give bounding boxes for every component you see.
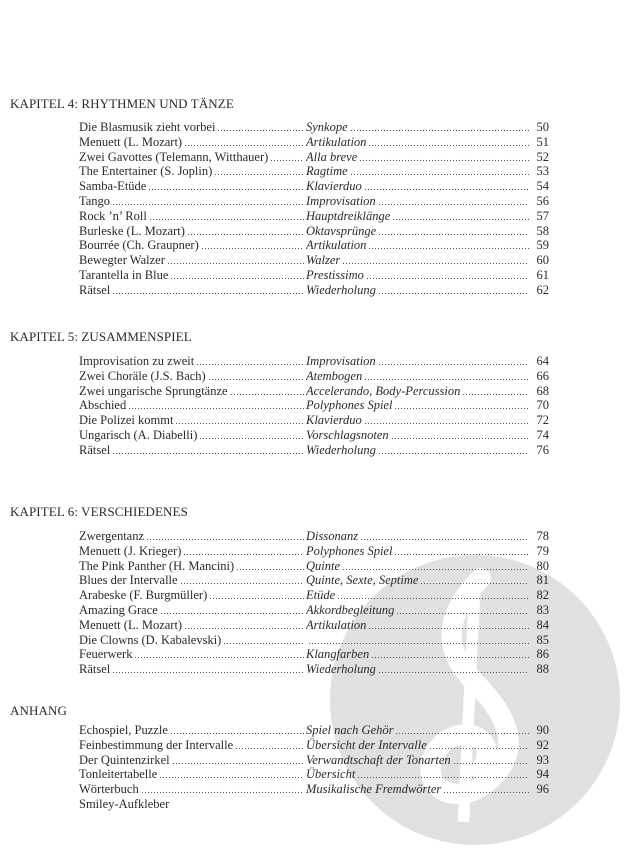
entry-topic: Wiederholung xyxy=(306,442,376,457)
dot-leader xyxy=(146,529,304,540)
entry-title: Zwei Gavottes (Telemann, Witthauer) xyxy=(79,149,269,164)
section-heading: KAPITEL 5: ZUSAMMENSPIEL xyxy=(10,329,192,344)
entry-title-cell xyxy=(79,797,306,812)
entry-topic: Improvisation xyxy=(306,193,376,208)
toc-entry[interactable] xyxy=(79,588,549,603)
entry-page-number: 60 xyxy=(536,253,549,268)
entry-title-cell xyxy=(79,618,306,633)
entry-title: Tarantella in Blue xyxy=(79,267,169,282)
entry-topic-cell xyxy=(306,120,531,135)
entry-title-cell xyxy=(79,544,306,559)
entry-page-number: 78 xyxy=(536,529,549,543)
entry-title-cell xyxy=(79,179,306,194)
dot-leader xyxy=(112,194,304,205)
dot-leader xyxy=(170,723,304,734)
entry-topic: Polyphones Spiel xyxy=(306,543,393,558)
entry-title: Improvisation zu zweit xyxy=(79,354,195,368)
toc-entry[interactable] xyxy=(79,253,549,268)
entry-topic-cell xyxy=(306,354,531,369)
dot-leader xyxy=(366,268,529,279)
dot-leader xyxy=(308,633,529,644)
entry-title-cell xyxy=(79,164,306,179)
entry-topic-cell xyxy=(306,164,531,179)
entry-topic: Spiel nach Gehör xyxy=(306,723,394,737)
dot-leader xyxy=(160,603,304,614)
toc-entry[interactable] xyxy=(79,767,549,782)
entry-topic-cell xyxy=(306,753,531,768)
entry-title: Menuett (L. Mozart) xyxy=(79,134,183,149)
toc-entry[interactable] xyxy=(79,354,549,369)
entry-topic: Alla breve xyxy=(306,149,358,164)
dot-leader xyxy=(196,354,304,365)
entry-title-cell xyxy=(79,647,306,662)
dot-leader xyxy=(183,544,304,555)
entry-page-number: 79 xyxy=(536,543,549,558)
dot-leader xyxy=(112,662,304,673)
entry-title-cell xyxy=(79,723,306,738)
dot-leader xyxy=(378,224,529,235)
dot-leader xyxy=(112,443,304,454)
entry-title-cell xyxy=(79,603,306,618)
entry-topic: Ragtime xyxy=(306,164,348,179)
dot-leader xyxy=(199,428,304,439)
toc-entry[interactable] xyxy=(79,529,549,544)
dot-leader xyxy=(208,369,304,380)
entry-page-number: 58 xyxy=(536,223,549,238)
entry-page-number: 86 xyxy=(536,647,549,662)
dot-leader xyxy=(149,209,304,220)
entry-topic: Synkope xyxy=(306,120,348,134)
toc-entry[interactable] xyxy=(79,544,549,559)
entry-topic-cell xyxy=(306,413,531,428)
dot-leader xyxy=(350,164,529,175)
entry-topic: Artikulation xyxy=(306,617,367,632)
entry-title: Die Blasmusik zieht vorbei xyxy=(79,120,216,134)
toc-entry[interactable] xyxy=(79,662,549,677)
entry-title-cell xyxy=(79,120,306,135)
entry-page-number: 85 xyxy=(536,632,549,647)
entry-topic: Verwandtschaft der Tonarten xyxy=(306,752,451,767)
dot-leader xyxy=(360,529,529,540)
toc-entry[interactable] xyxy=(79,428,549,443)
entry-title-cell xyxy=(79,150,306,165)
entry-topic-cell xyxy=(306,268,531,283)
toc-entry[interactable] xyxy=(79,120,549,135)
entry-title-cell xyxy=(79,529,306,544)
entry-title: Menuett (J. Krieger) xyxy=(79,543,182,558)
entry-page-number: 90 xyxy=(536,723,549,737)
entry-title: Menuett (L. Mozart) xyxy=(79,617,183,632)
toc-entry[interactable] xyxy=(79,135,549,150)
toc-entry[interactable] xyxy=(79,384,549,399)
entry-page-number: 80 xyxy=(536,558,549,573)
entry-topic-cell xyxy=(306,573,531,588)
entry-title: Tango xyxy=(79,193,111,208)
toc-entry[interactable] xyxy=(79,179,549,194)
entry-topic-cell xyxy=(306,633,531,648)
toc-entry[interactable] xyxy=(79,633,549,648)
toc-entry[interactable] xyxy=(79,283,549,298)
dot-leader xyxy=(230,384,304,395)
entry-topic: Quinte, Sexte, Septime xyxy=(306,573,419,588)
entry-topic-cell xyxy=(306,782,531,797)
toc-entry[interactable] xyxy=(79,738,549,753)
entry-topic: Klavierduo xyxy=(306,179,362,194)
entry-topic-cell xyxy=(306,544,531,559)
entry-title-cell xyxy=(79,253,306,268)
dot-leader xyxy=(201,238,304,249)
entry-title-cell xyxy=(79,209,306,224)
entry-topic-cell xyxy=(306,150,531,165)
entry-title-cell xyxy=(79,782,306,797)
dot-leader xyxy=(378,283,529,294)
entry-topic: Prestissimo xyxy=(306,267,364,282)
toc-entry[interactable] xyxy=(79,559,549,574)
entry-title: Die Clowns (D. Kabalevski) xyxy=(79,632,222,647)
entry-title-cell xyxy=(79,559,306,574)
entry-title: Bourrée (Ch. Graupner) xyxy=(79,238,199,253)
entry-page-number: 51 xyxy=(536,134,549,149)
section-heading: KAPITEL 4: RHYTHMEN UND TÄNZE xyxy=(10,96,234,111)
entry-topic: Wiederholung xyxy=(306,662,376,677)
entry-page-number: 62 xyxy=(536,282,549,297)
dot-leader xyxy=(357,767,529,778)
toc-entry[interactable] xyxy=(79,413,549,428)
entry-topic-cell xyxy=(306,738,531,753)
entry-topic-cell xyxy=(306,179,531,194)
entry-topic-cell xyxy=(306,662,531,677)
dot-leader xyxy=(342,253,529,264)
entry-page-number: 96 xyxy=(536,782,549,797)
entry-title: Ungarisch (A. Diabelli) xyxy=(79,427,198,442)
entry-page-number: 68 xyxy=(536,383,549,398)
dot-leader xyxy=(429,738,529,749)
entry-title: Amazing Grace xyxy=(79,602,158,617)
toc-entry[interactable] xyxy=(79,797,549,812)
entry-topic-cell xyxy=(306,384,531,399)
entry-title-cell xyxy=(79,588,306,603)
entry-topic: Improvisation xyxy=(306,354,376,368)
entry-page-number: 76 xyxy=(536,442,549,457)
dot-leader xyxy=(364,413,529,424)
entry-topic-cell xyxy=(306,529,531,544)
toc-entry[interactable] xyxy=(79,782,549,797)
dot-leader xyxy=(337,588,529,599)
entry-topic: Wiederholung xyxy=(306,282,376,297)
dot-leader xyxy=(350,120,529,131)
dot-leader xyxy=(172,753,304,764)
dot-leader xyxy=(128,398,304,409)
entry-topic: Accelerando, Body-Percussion xyxy=(306,383,461,398)
entry-topic-cell xyxy=(306,398,531,413)
dot-leader xyxy=(364,179,529,190)
entry-topic-cell xyxy=(306,283,531,298)
dot-leader xyxy=(141,782,304,793)
dot-leader xyxy=(187,224,304,235)
entry-topic: Übersicht der Intervalle xyxy=(306,737,427,752)
dot-leader xyxy=(184,135,304,146)
entry-title-cell xyxy=(79,384,306,399)
entry-title: Der Quintenzirkel xyxy=(79,752,170,767)
dot-leader xyxy=(394,398,529,409)
entry-page-number: 94 xyxy=(536,767,549,782)
dot-leader xyxy=(378,443,529,454)
entry-title-cell xyxy=(79,428,306,443)
entry-title: Rätsel xyxy=(79,442,111,457)
entry-topic: Quinte xyxy=(306,558,341,573)
entry-page-number: 72 xyxy=(536,413,549,428)
entry-topic-cell xyxy=(306,253,531,268)
dot-leader xyxy=(443,782,529,793)
entry-title: Feinbestimmung der Intervalle xyxy=(79,737,234,752)
dot-leader xyxy=(214,164,304,175)
toc-entry[interactable] xyxy=(79,268,549,283)
entry-title: Zwei ungarische Sprungtänze xyxy=(79,383,228,398)
entry-title: Tonleitertabelle xyxy=(79,767,158,782)
entry-title-cell xyxy=(79,369,306,384)
entry-title-cell xyxy=(79,398,306,413)
toc-entry[interactable] xyxy=(79,647,549,662)
entry-topic: Musikalische Fremdwörter xyxy=(306,782,442,797)
toc-entry[interactable] xyxy=(79,224,549,239)
entry-title: Echospiel, Puzzle xyxy=(79,723,168,737)
entry-title-cell xyxy=(79,354,306,369)
entry-topic-cell xyxy=(306,209,531,224)
entry-topic-cell xyxy=(306,194,531,209)
entry-topic-cell xyxy=(306,723,531,738)
dot-leader xyxy=(236,559,304,570)
entry-topic-cell xyxy=(306,224,531,239)
dot-leader xyxy=(170,268,304,279)
entry-page-number: 66 xyxy=(536,368,549,383)
dot-leader xyxy=(453,753,529,764)
entry-topic: Klangfarben xyxy=(306,647,370,662)
entry-topic-cell xyxy=(306,238,531,253)
dot-leader xyxy=(184,618,304,629)
dot-leader xyxy=(175,413,304,424)
dot-leader xyxy=(371,647,529,658)
entry-page-number: 82 xyxy=(536,588,549,603)
dot-leader xyxy=(359,150,529,161)
entry-topic-cell xyxy=(306,767,531,782)
entry-title: The Pink Panther (H. Mancini) xyxy=(79,558,235,573)
entry-page-number: 74 xyxy=(536,427,549,442)
entry-topic-cell xyxy=(306,647,531,662)
section-heading: ANHANG xyxy=(10,703,67,718)
entry-page-number: 88 xyxy=(536,662,549,677)
entry-title: Zwergentanz xyxy=(79,529,145,543)
toc-entry[interactable] xyxy=(79,164,549,179)
entry-title-cell xyxy=(79,767,306,782)
entry-topic-cell xyxy=(306,618,531,633)
toc-entry[interactable] xyxy=(79,723,549,738)
entry-title: Rätsel xyxy=(79,662,111,677)
dot-leader xyxy=(394,544,529,555)
dot-leader xyxy=(420,573,529,584)
entry-topic: Klavierduo xyxy=(306,413,362,428)
dot-leader xyxy=(180,573,304,584)
toc-entry[interactable] xyxy=(79,150,549,165)
dot-leader xyxy=(112,283,304,294)
entry-page-number: 83 xyxy=(536,602,549,617)
entry-title: Feuerwerk xyxy=(79,647,133,662)
toc-entry[interactable] xyxy=(79,238,549,253)
entry-title: Arabeske (F. Burgmüller) xyxy=(79,588,208,603)
entry-topic-cell xyxy=(306,443,531,458)
entry-title: Smiley-Aufkleber xyxy=(79,796,170,811)
entry-topic: Vorschlagsnoten xyxy=(306,427,389,442)
entry-title: Rock ’n’ Roll xyxy=(79,208,147,223)
entry-page-number: 70 xyxy=(536,398,549,413)
toc-entry[interactable] xyxy=(79,369,549,384)
entry-title: Wörterbuch xyxy=(79,782,139,797)
entry-title: Die Polizei kommt xyxy=(79,413,174,428)
entry-topic: Dissonanz xyxy=(306,529,359,543)
dot-leader xyxy=(378,354,529,365)
entry-topic-cell xyxy=(306,428,531,443)
entry-page-number: 56 xyxy=(536,193,549,208)
entry-topic: Artikulation xyxy=(306,238,367,253)
toc-entry[interactable] xyxy=(79,603,549,618)
entry-title: Rätsel xyxy=(79,282,111,297)
entry-topic: Polyphones Spiel xyxy=(306,398,393,413)
entry-page-number: 92 xyxy=(536,737,549,752)
entry-title: The Entertainer (S. Joplin) xyxy=(79,164,213,179)
dot-leader xyxy=(462,384,529,395)
toc-entry[interactable] xyxy=(79,573,549,588)
entry-title: Bewegter Walzer xyxy=(79,253,165,268)
section-heading: KAPITEL 6: VERSCHIEDENES xyxy=(10,504,188,519)
entry-topic: Etüde xyxy=(306,588,336,603)
entry-page-number: 84 xyxy=(536,617,549,632)
entry-topic-cell xyxy=(306,559,531,574)
dot-leader xyxy=(368,618,529,629)
entry-title: Zwei Choräle (J.S. Bach) xyxy=(79,368,206,383)
entry-title-cell xyxy=(79,194,306,209)
dot-leader xyxy=(148,179,304,190)
dot-leader xyxy=(342,559,529,570)
dot-leader xyxy=(378,662,529,673)
toc-entry[interactable] xyxy=(79,209,549,224)
entry-page-number: 64 xyxy=(536,354,549,368)
dot-leader xyxy=(159,767,304,778)
entry-page-number: 53 xyxy=(536,164,549,179)
entry-title-cell xyxy=(79,268,306,283)
entry-topic-cell xyxy=(306,588,531,603)
entry-topic: Oktavsprünge xyxy=(306,223,377,238)
entry-title-cell xyxy=(79,443,306,458)
dot-leader xyxy=(391,428,529,439)
dot-leader xyxy=(167,253,304,264)
entry-page-number: 57 xyxy=(536,208,549,223)
dot-leader xyxy=(368,238,529,249)
dot-leader xyxy=(209,588,304,599)
entry-title: Abschied xyxy=(79,398,127,413)
entry-topic: Hauptdreiklänge xyxy=(306,208,391,223)
entry-title-cell xyxy=(79,633,306,648)
toc-entry[interactable] xyxy=(79,753,549,768)
toc-entry[interactable] xyxy=(79,443,549,458)
entry-title-cell xyxy=(79,238,306,253)
entry-title: Samba-Etüde xyxy=(79,179,147,194)
toc-entry[interactable] xyxy=(79,194,549,209)
dot-leader xyxy=(134,647,304,658)
dot-leader xyxy=(270,150,304,161)
dot-leader xyxy=(235,738,304,749)
entry-title-cell xyxy=(79,573,306,588)
entry-page-number: 81 xyxy=(536,573,549,588)
entry-page-number: 93 xyxy=(536,752,549,767)
entry-title-cell xyxy=(79,135,306,150)
entry-topic: Walzer xyxy=(306,253,341,268)
toc-entry[interactable] xyxy=(79,618,549,633)
toc-entry[interactable] xyxy=(79,398,549,413)
entry-topic: Artikulation xyxy=(306,134,367,149)
entry-title: Burleske (L. Mozart) xyxy=(79,223,185,238)
dot-leader xyxy=(217,120,304,131)
entry-page-number: 59 xyxy=(536,238,549,253)
entry-topic: Übersicht xyxy=(306,767,356,782)
dot-leader xyxy=(392,209,529,220)
entry-page-number: 50 xyxy=(536,120,549,134)
dot-leader xyxy=(378,194,529,205)
entry-page-number: 54 xyxy=(536,179,549,194)
entry-title-cell xyxy=(79,753,306,768)
dot-leader xyxy=(368,135,529,146)
entry-title-cell xyxy=(79,738,306,753)
entry-topic-cell xyxy=(306,369,531,384)
dot-leader xyxy=(223,633,304,644)
entry-topic: Akkordbegleitung xyxy=(306,602,395,617)
dot-leader xyxy=(396,603,529,614)
entry-topic: Atembogen xyxy=(306,368,363,383)
entry-title-cell xyxy=(79,662,306,677)
entry-page-number: 52 xyxy=(536,149,549,164)
entry-topic-cell xyxy=(306,135,531,150)
entry-title: Blues der Intervalle xyxy=(79,573,178,588)
entry-title-cell xyxy=(79,413,306,428)
entry-title-cell xyxy=(79,224,306,239)
dot-leader xyxy=(395,723,529,734)
dot-leader xyxy=(364,369,529,380)
entry-page-number: 61 xyxy=(536,267,549,282)
entry-title-cell xyxy=(79,283,306,298)
entry-topic-cell xyxy=(306,603,531,618)
